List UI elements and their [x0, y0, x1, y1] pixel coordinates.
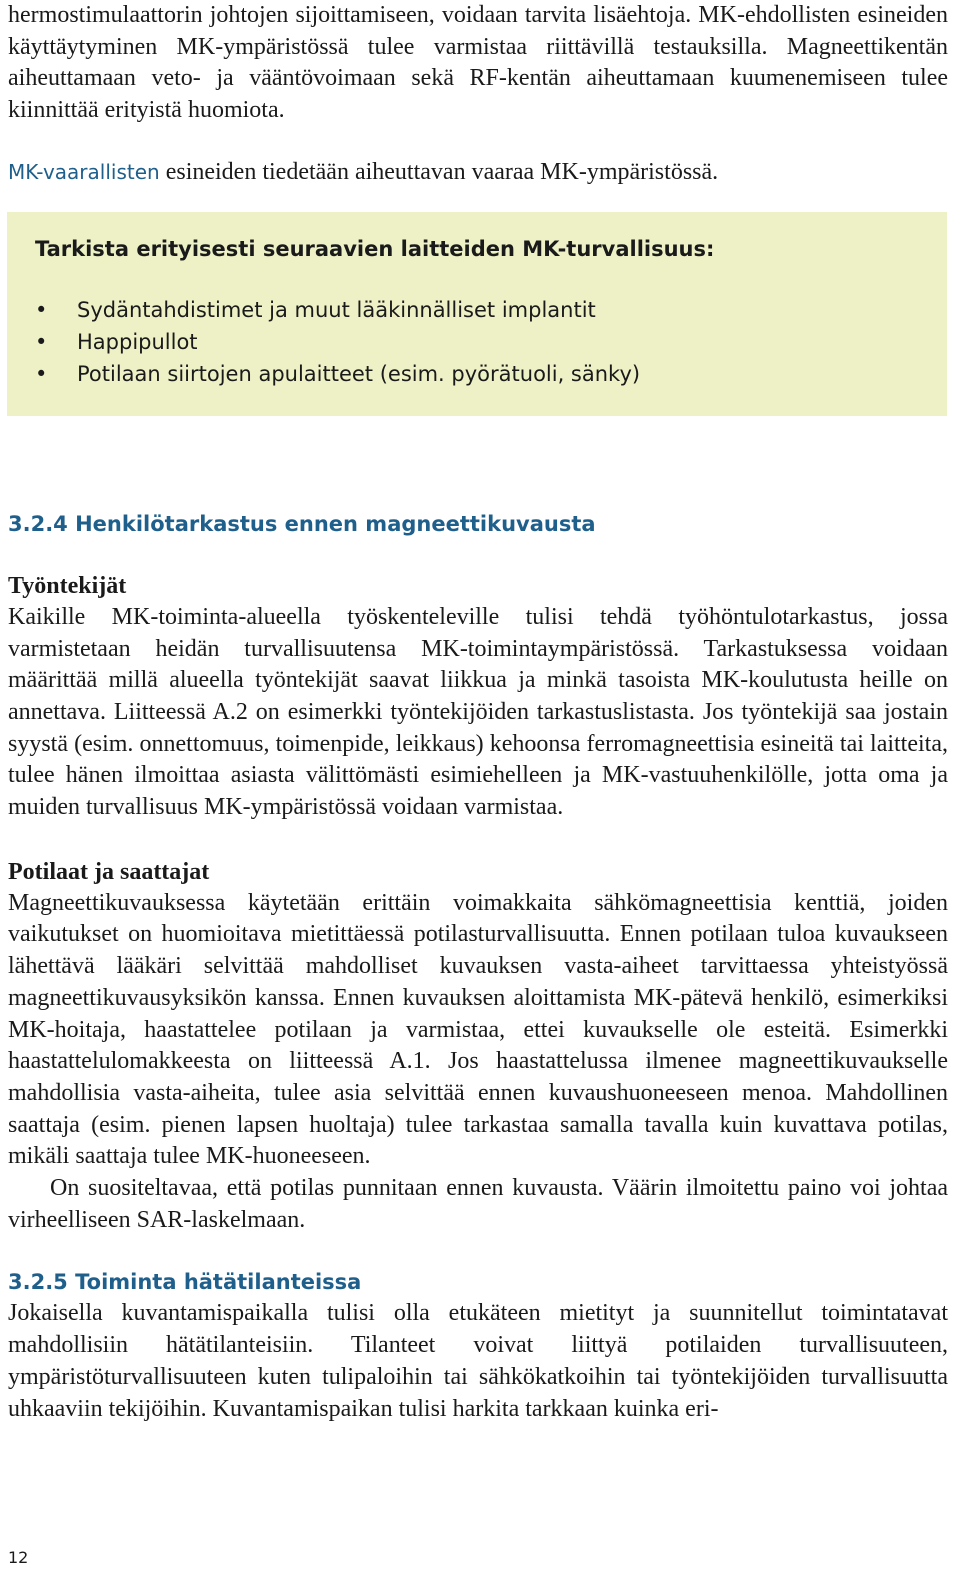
- page: [8, 0, 948, 1425]
- patients-paragraph-2: On suositeltavaa, että potilas punnitaan ennen kuvausta. Väärin ilmoitettu paino voi johtaa virheelliseen SAR-laskelmaan.: [8, 1175, 948, 1233]
- bullet-icon: •: [35, 361, 48, 386]
- safety-callout-box: [7, 212, 947, 416]
- workers-paragraph: Kaikille MK-toiminta-alueella työskenteleville tulisi tehdä työhöntulotarkastus, jossa varmistetaan heidän turvallisuutensa MK-toimintaympäristössä. Tarkastuksessa voidaan määrittää millä alueella työntekijät saavat liikkua ja minkä tasoista MK-koulutusta heille on annettava. Liitteessä A.2 on esimerkki työntekijöiden tarkastuslistasta. Jos työntekijä saa jostain syystä (esim. onnettomuus, toimenpide, leikkaus) kehoonsa ferromagneettisia esineitä tai laitteita, tulee hänen ilmoittaa asiasta välittömästi esimiehelleen ja MK-vastuuhenkilölle, jotta oma ja muiden turvallisuus MK-ympäristössä voidaan varmistaa.: [8, 603, 948, 821]
- warning-text: esineiden tiedetään aiheuttavan vaaraa MK-ympäristössä.: [159, 158, 719, 185]
- callout-list: [35, 294, 919, 390]
- bullet-icon: •: [35, 297, 48, 322]
- subheading-patients: Potilaat ja saattajat: [8, 858, 210, 885]
- intro-paragraph: hermostimulaattorin johtojen sijoittamiseen, voidaan tarvita lisäehtoja. MK-ehdollisten esineiden käyttäytyminen MK-ympäristössä tulee varmistaa riittävillä testauksilla. Magneettikentän aiheuttamaan veto- ja vääntövoimaan sekä RF-kentän aiheuttamaan kuumenemiseen tulee kiinnittää erityistä huomiota.: [8, 2, 948, 124]
- section-heading-3-2-5: 3.2.5 Toiminta hätätilanteissa: [8, 1270, 362, 1295]
- section-heading-3-2-4: 3.2.4 Henkilötarkastus ennen magneettikuvausta: [8, 511, 596, 536]
- list-item: [35, 326, 919, 358]
- page-number: 12: [8, 1548, 29, 1567]
- warning-term: MK-vaarallisten: [8, 159, 160, 184]
- callout-title: Tarkista erityisesti seuraavien laitteiden MK-turvallisuus:: [35, 236, 715, 261]
- list-item-text: Sydäntahdistimet ja muut lääkinnälliset implantit: [77, 297, 596, 322]
- emergency-paragraph: Jokaisella kuvantamispaikalla tulisi olla etukäteen mietityt ja suunnitellut toimintatavat mahdollisiin hätätilanteisiin. Tilanteet voivat liittyä potilaiden turvallisuuteen, ympäristöturvallisuuteen kuten tulipaloihin tai sähkökatkoihin tai työntekijöiden turvallisuutta uhkaaviin tekijöihin. Kuvantamispaikan tulisi harkita tarkkaan kuinka eri-: [8, 1300, 948, 1422]
- bullet-icon: •: [35, 329, 48, 354]
- list-item-text: Potilaan siirtojen apulaitteet (esim. pyörätuoli, sänky): [77, 361, 641, 386]
- patients-paragraph: Magneettikuvauksessa käytetään erittäin voimakkaita sähkömagneettisia kenttiä, joiden vaikutukset on huomioitava mietittäessä potilasturvallisuutta. Ennen potilaan tuloa kuvaukseen lähettävä lääkäri selvittää mahdolliset kuvauksen vasta-aiheet tarvittaessa yhteistyössä magneettikuvausyksikön kanssa. Ennen kuvauksen aloittamista MK-pätevä henkilö, esimerkiksi MK-hoitaja, haastattelee potilaan ja varmistaa, ettei kuvaukselle ole esteitä. Esimerkki haastattelulomakkeesta on liitteessä A.1. Jos haastattelussa ilmenee magneettikuvaukselle mahdollisia vasta-aiheita, tulee asia selvittää ennen kuvaushuoneeseen menoa. Mahdollinen saattaja (esim. pienen lapsen huoltaja) tulee tarkastaa samalla tavalla kuin kuvattava potilas, mikäli saattaja tulee MK-huoneeseen.: [8, 889, 948, 1170]
- list-item: [35, 358, 919, 390]
- list-item: [35, 294, 919, 326]
- subheading-workers: Työntekijät: [8, 572, 127, 599]
- warning-line: [8, 157, 948, 188]
- list-item-text: Happipullot: [77, 329, 198, 354]
